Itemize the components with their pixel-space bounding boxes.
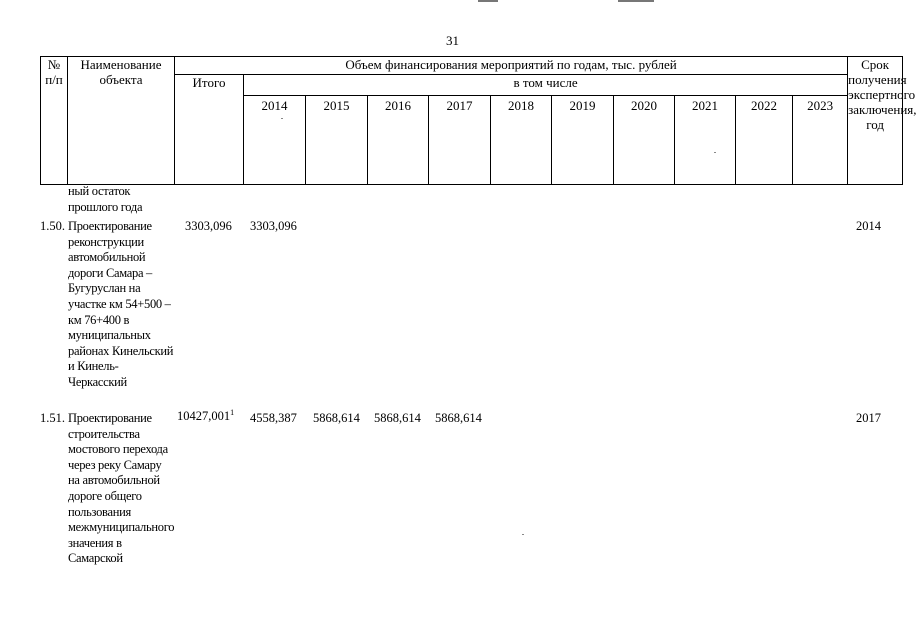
header-year: 2022 bbox=[736, 96, 793, 185]
header-year: 2018 bbox=[491, 96, 552, 185]
row-name: Проектирование строительства мостового перехода через реку Самару на автомобильной дороге общего пользования межмуниципального значения в Самарской bbox=[68, 411, 175, 566]
scan-speck bbox=[522, 534, 524, 535]
row-total: 10427,001$^1$ bbox=[177, 407, 235, 423]
row-number: 1.50. bbox=[40, 219, 65, 233]
scan-speck bbox=[714, 152, 716, 153]
row-deadline: 2017 bbox=[856, 411, 881, 425]
header-year: 2020 bbox=[614, 96, 675, 185]
row-value-2014: 4558,387 bbox=[250, 411, 297, 425]
row-number: 1.51. bbox=[40, 411, 65, 425]
row-value-2017: 5868,614 bbox=[435, 411, 482, 425]
header-year: 2015 bbox=[306, 96, 368, 185]
header-num: № п/п bbox=[41, 57, 68, 185]
scan-speck bbox=[281, 118, 283, 119]
row-value-2015: 5868,614 bbox=[313, 411, 360, 425]
header-year: 2019 bbox=[552, 96, 614, 185]
header-incl: в том числе bbox=[244, 75, 848, 96]
header-year: 2023 bbox=[793, 96, 848, 185]
header-total: Итого bbox=[175, 75, 244, 185]
row-name: ный остаток прошлого года bbox=[68, 184, 143, 214]
row-value-2016: 5868,614 bbox=[374, 411, 421, 425]
row-total: 3303,096 bbox=[185, 219, 232, 233]
scan-artifact-line bbox=[478, 0, 498, 2]
header-deadline: Срок получения экспертного заключения, год bbox=[848, 57, 903, 185]
header-name: Наименование объекта bbox=[68, 57, 175, 185]
row-deadline: 2014 bbox=[856, 219, 881, 233]
header-year: 2017 bbox=[429, 96, 491, 185]
scan-artifact-line bbox=[618, 0, 654, 2]
header-funding: Объем финансирования мероприятий по годам, тыс. рублей bbox=[175, 57, 848, 75]
header-year: 2021 bbox=[675, 96, 736, 185]
table-header bbox=[40, 56, 917, 185]
page-number: 31 bbox=[446, 33, 459, 48]
row-name: Проектирование реконструкции автомобильной дороги Самара – Бугуруслан на участке км 54+500 – км 76+400 в муниципальных районах Кинельский и Кинель-Черкасский bbox=[68, 219, 174, 389]
footnote-mark: 1 bbox=[230, 407, 235, 417]
header-year: 2016 bbox=[368, 96, 429, 185]
row-value-2014: 3303,096 bbox=[250, 219, 297, 233]
header-year: 2014 bbox=[244, 96, 306, 185]
